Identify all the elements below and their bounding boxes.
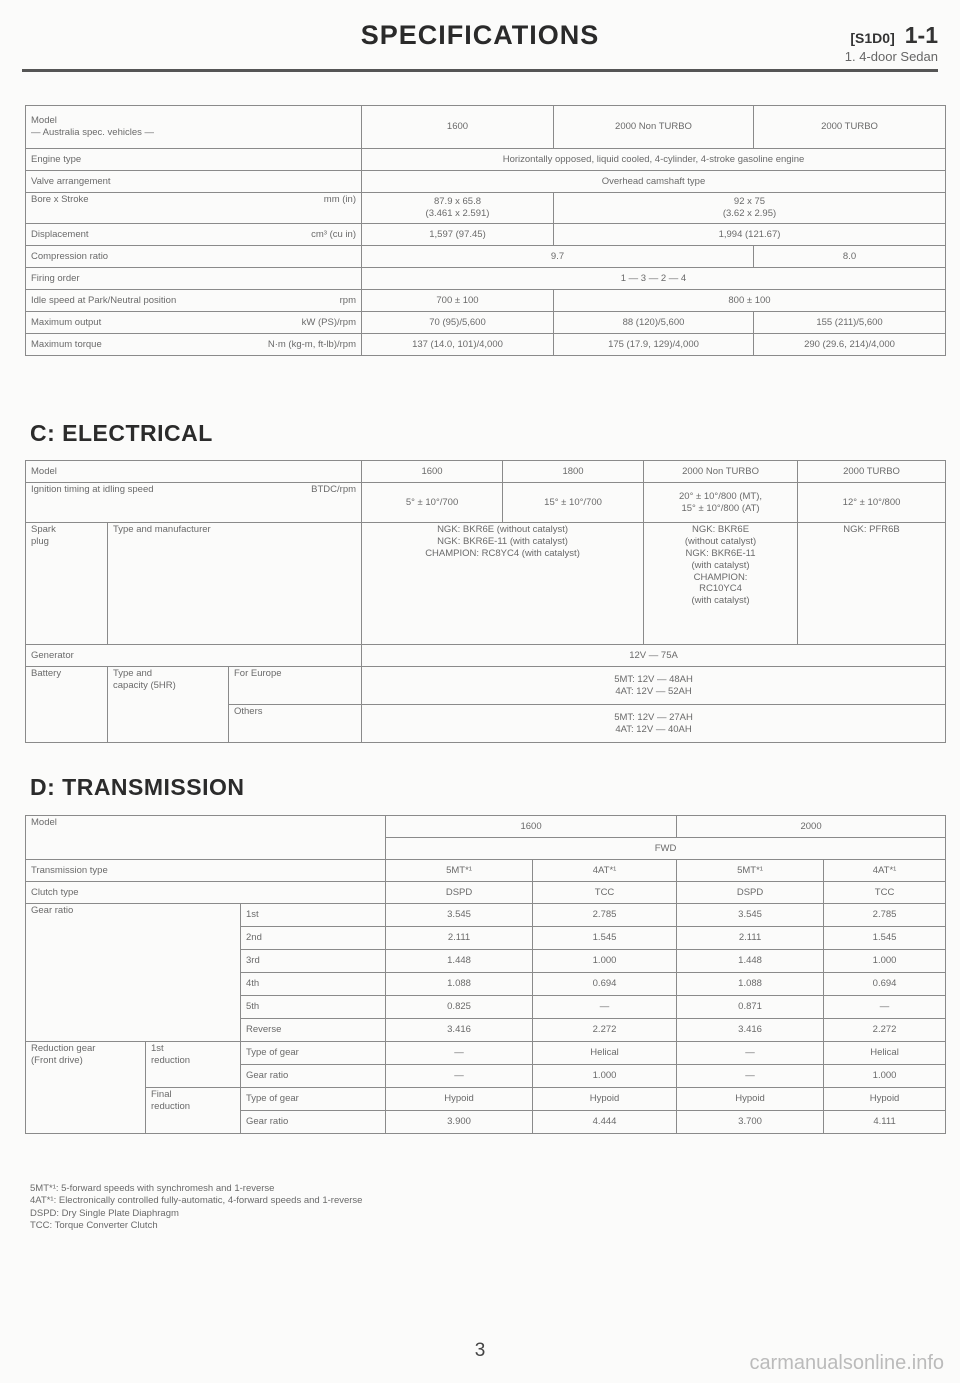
max-torque-unit: N·m (kg-m, ft-lb)/rpm	[267, 338, 356, 350]
spark-plug-label: Spark plug	[26, 523, 108, 645]
gear-ratio-value: 3.416	[677, 1019, 824, 1042]
idle-speed-1600: 700 ± 100	[362, 290, 554, 312]
first-reduction-type: Helical	[824, 1042, 946, 1065]
battery-type-label: Type and capacity (5HR)	[108, 667, 229, 743]
footnote: 4AT*¹: Electronically controlled fully-automatic, 4-forward speeds and 1-reverse	[30, 1195, 363, 1207]
gear-ratio-value: 1.088	[677, 973, 824, 996]
clutch-type-label: Clutch type	[26, 882, 386, 904]
final-reduction-type: Hypoid	[824, 1088, 946, 1111]
gear-ratio-value: 0.694	[824, 973, 946, 996]
header-rule	[22, 69, 938, 72]
electrical-col-2000-non-turbo: 2000 Non TURBO	[644, 461, 798, 483]
gear-ratio-value: 2.111	[386, 927, 533, 950]
ignition-timing-label-text: Ignition timing at idling speed	[31, 484, 154, 495]
bore-1600: 87.9 x 65.8 (3.461 x 2.591)	[362, 193, 554, 224]
first-reduction-ratio: —	[386, 1065, 533, 1088]
firing-order-value: 1 — 3 — 2 — 4	[362, 268, 946, 290]
type-of-gear-label: Type of gear	[241, 1088, 386, 1111]
page-title: SPECIFICATIONS	[360, 20, 600, 50]
final-reduction-ratio: 3.900	[386, 1111, 533, 1134]
battery-others-label: Others	[229, 705, 362, 743]
idle-speed-label	[26, 290, 362, 312]
gear-ratio-value: —	[824, 996, 946, 1019]
page-code: 1-1	[904, 22, 938, 48]
idle-speed-2000: 800 ± 100	[554, 290, 946, 312]
first-reduction-ratio: 1.000	[533, 1065, 677, 1088]
ignition-timing-2000-turbo: 12° ± 10°/800	[798, 483, 946, 523]
compression-turbo: 8.0	[754, 246, 946, 268]
footnotes	[30, 1183, 362, 1232]
gear-ratio-value: 2.111	[677, 927, 824, 950]
bore-2000: 92 x 75 (3.62 x 2.95)	[554, 193, 946, 224]
page-subtitle: 1. 4-door Sedan	[844, 49, 938, 64]
gear-label: 2nd	[241, 927, 386, 950]
idle-speed-unit: rpm	[339, 294, 356, 306]
spark-plug-1600-1800: NGK: BKR6E (without catalyst) NGK: BKR6E-11 (with catalyst) CHAMPION: RC8YC4 (with catalyst)	[362, 523, 644, 645]
gear-ratio-value: 0.871	[677, 996, 824, 1019]
max-torque-2000-turbo: 290 (29.6, 214)/4,000	[754, 334, 946, 356]
gear-ratio-sub-label: Gear ratio	[241, 1111, 386, 1134]
first-reduction-type: —	[386, 1042, 533, 1065]
gear-ratio-value: 1.088	[386, 973, 533, 996]
displacement-label	[26, 224, 362, 246]
type-of-gear-label: Type of gear	[241, 1042, 386, 1065]
max-output-2000-non-turbo: 88 (120)/5,600	[554, 312, 754, 334]
gear-ratio-value: 3.545	[677, 904, 824, 927]
page-number: 3	[474, 1340, 486, 1361]
gear-ratio-value: 0.694	[533, 973, 677, 996]
gear-ratio-value: 0.825	[386, 996, 533, 1019]
transmission-model-header: Model	[26, 816, 386, 860]
spark-plug-type-label: Type and manufacturer	[108, 523, 362, 645]
ignition-timing-1800: 15° ± 10°/700	[503, 483, 644, 523]
final-reduction-type: Hypoid	[677, 1088, 824, 1111]
max-torque-1600: 137 (14.0, 101)/4,000	[362, 334, 554, 356]
transmission-type-value: 4AT*¹	[824, 860, 946, 882]
compression-label: Compression ratio	[26, 246, 362, 268]
transmission-type-value: 5MT*¹	[386, 860, 533, 882]
bore-label	[26, 193, 362, 224]
battery-europe-value: 5MT: 12V — 48AH 4AT: 12V — 52AH	[362, 667, 946, 705]
first-reduction-type: —	[677, 1042, 824, 1065]
ignition-timing-label	[26, 483, 362, 523]
compression-na: 9.7	[362, 246, 754, 268]
gear-ratio-value: 1.000	[824, 950, 946, 973]
electrical-model-header: Model	[26, 461, 362, 483]
clutch-type-value: TCC	[824, 882, 946, 904]
gear-ratio-value: 2.272	[824, 1019, 946, 1042]
displacement-2000: 1,994 (121.67)	[554, 224, 946, 246]
transmission-col-1600: 1600	[386, 816, 677, 838]
first-reduction-type: Helical	[533, 1042, 677, 1065]
transmission-heading: D: TRANSMISSION	[30, 774, 245, 800]
clutch-type-value: DSPD	[386, 882, 533, 904]
reduction-gear-label: Reduction gear (Front drive)	[26, 1042, 146, 1134]
gear-label: 1st	[241, 904, 386, 927]
engine-spec-table	[25, 105, 946, 356]
max-output-1600: 70 (95)/5,600	[362, 312, 554, 334]
clutch-type-value: DSPD	[677, 882, 824, 904]
max-torque-2000-non-turbo: 175 (17.9, 129)/4,000	[554, 334, 754, 356]
generator-label: Generator	[26, 645, 362, 667]
gear-ratio-value: 1.545	[824, 927, 946, 950]
battery-label: Battery	[26, 667, 108, 743]
final-reduction-ratio: 4.444	[533, 1111, 677, 1134]
electrical-spec-table	[25, 460, 946, 743]
displacement-1600: 1,597 (97.45)	[362, 224, 554, 246]
gear-ratio-value: 2.785	[824, 904, 946, 927]
gear-label: 3rd	[241, 950, 386, 973]
max-output-2000-turbo: 155 (211)/5,600	[754, 312, 946, 334]
electrical-heading: C: ELECTRICAL	[30, 420, 213, 446]
final-reduction-ratio: 3.700	[677, 1111, 824, 1134]
max-output-unit: kW (PS)/rpm	[301, 316, 356, 328]
transmission-spec-table	[25, 815, 946, 1134]
electrical-col-2000-turbo: 2000 TURBO	[798, 461, 946, 483]
gear-ratio-value: 3.416	[386, 1019, 533, 1042]
gear-ratio-value: 3.545	[386, 904, 533, 927]
gear-ratio-label: Gear ratio	[26, 904, 241, 1042]
engine-model-header: Model — Australia spec. vehicles —	[26, 106, 362, 149]
max-output-label-text: Maximum output	[31, 316, 102, 328]
transmission-fwd: FWD	[386, 838, 946, 860]
final-reduction-type: Hypoid	[533, 1088, 677, 1111]
spark-plug-2000-non-turbo: NGK: BKR6E (without catalyst) NGK: BKR6E-11 (with catalyst) CHAMPION: RC10YC4 (with catalyst)	[644, 523, 798, 645]
engine-col-1600: 1600	[362, 106, 554, 149]
footnote: 5MT*¹: 5-forward speeds with synchromesh and 1-reverse	[30, 1183, 275, 1194]
gear-ratio-value: 1.545	[533, 927, 677, 950]
gear-ratio-value: 1.448	[386, 950, 533, 973]
final-reduction-type: Hypoid	[386, 1088, 533, 1111]
displacement-unit: cm³ (cu in)	[311, 228, 356, 240]
battery-others-value: 5MT: 12V — 27AH 4AT: 12V — 40AH	[362, 705, 946, 743]
gear-ratio-value: 1.448	[677, 950, 824, 973]
final-reduction-ratio: 4.111	[824, 1111, 946, 1134]
gear-ratio-value: 2.785	[533, 904, 677, 927]
first-reduction-ratio: 1.000	[824, 1065, 946, 1088]
section-code-text: [S1D0]	[850, 30, 895, 46]
gear-ratio-value: 1.000	[533, 950, 677, 973]
engine-col-2000-non-turbo: 2000 Non TURBO	[554, 106, 754, 149]
max-output-label	[26, 312, 362, 334]
displacement-label-text: Displacement	[31, 228, 89, 240]
spark-plug-2000-turbo: NGK: PFR6B	[798, 523, 946, 645]
electrical-col-1800: 1800	[503, 461, 644, 483]
generator-value: 12V — 75A	[362, 645, 946, 667]
watermark: carmanualsonline.info	[749, 1352, 944, 1374]
gear-label: Reverse	[241, 1019, 386, 1042]
transmission-col-2000: 2000	[677, 816, 946, 838]
electrical-col-1600: 1600	[362, 461, 503, 483]
max-torque-label	[26, 334, 362, 356]
transmission-type-label: Transmission type	[26, 860, 386, 882]
ignition-timing-1600: 5° ± 10°/700	[362, 483, 503, 523]
engine-type-label: Engine type	[26, 149, 362, 171]
gear-ratio-value: 2.272	[533, 1019, 677, 1042]
bore-label-text: Bore x Stroke	[31, 194, 89, 205]
section-code	[850, 22, 938, 49]
footnote: TCC: Torque Converter Clutch	[30, 1220, 158, 1232]
clutch-type-value: TCC	[533, 882, 677, 904]
engine-col-2000-turbo: 2000 TURBO	[754, 106, 946, 149]
footnote: DSPD: Dry Single Plate Diaphragm	[30, 1207, 179, 1219]
transmission-type-value: 4AT*¹	[533, 860, 677, 882]
idle-speed-label-text: Idle speed at Park/Neutral position	[31, 294, 177, 306]
gear-label: 5th	[241, 996, 386, 1019]
max-torque-label-text: Maximum torque	[31, 338, 102, 350]
ignition-timing-unit: BTDC/rpm	[311, 484, 357, 495]
valve-value: Overhead camshaft type	[362, 171, 946, 193]
engine-type-value: Horizontally opposed, liquid cooled, 4-cylinder, 4-stroke gasoline engine	[362, 149, 946, 171]
gear-label: 4th	[241, 973, 386, 996]
bore-unit: mm (in)	[323, 194, 356, 205]
ignition-timing-2000-non-turbo: 20° ± 10°/800 (MT), 15° ± 10°/800 (AT)	[644, 483, 798, 523]
battery-europe-label: For Europe	[229, 667, 362, 705]
gear-ratio-value: —	[533, 996, 677, 1019]
first-reduction-ratio: —	[677, 1065, 824, 1088]
valve-label: Valve arrangement	[26, 171, 362, 193]
first-reduction-label: 1st reduction	[146, 1042, 241, 1088]
final-reduction-label: Final reduction	[146, 1088, 241, 1134]
transmission-type-value: 5MT*¹	[677, 860, 824, 882]
gear-ratio-sub-label: Gear ratio	[241, 1065, 386, 1088]
firing-order-label: Firing order	[26, 268, 362, 290]
